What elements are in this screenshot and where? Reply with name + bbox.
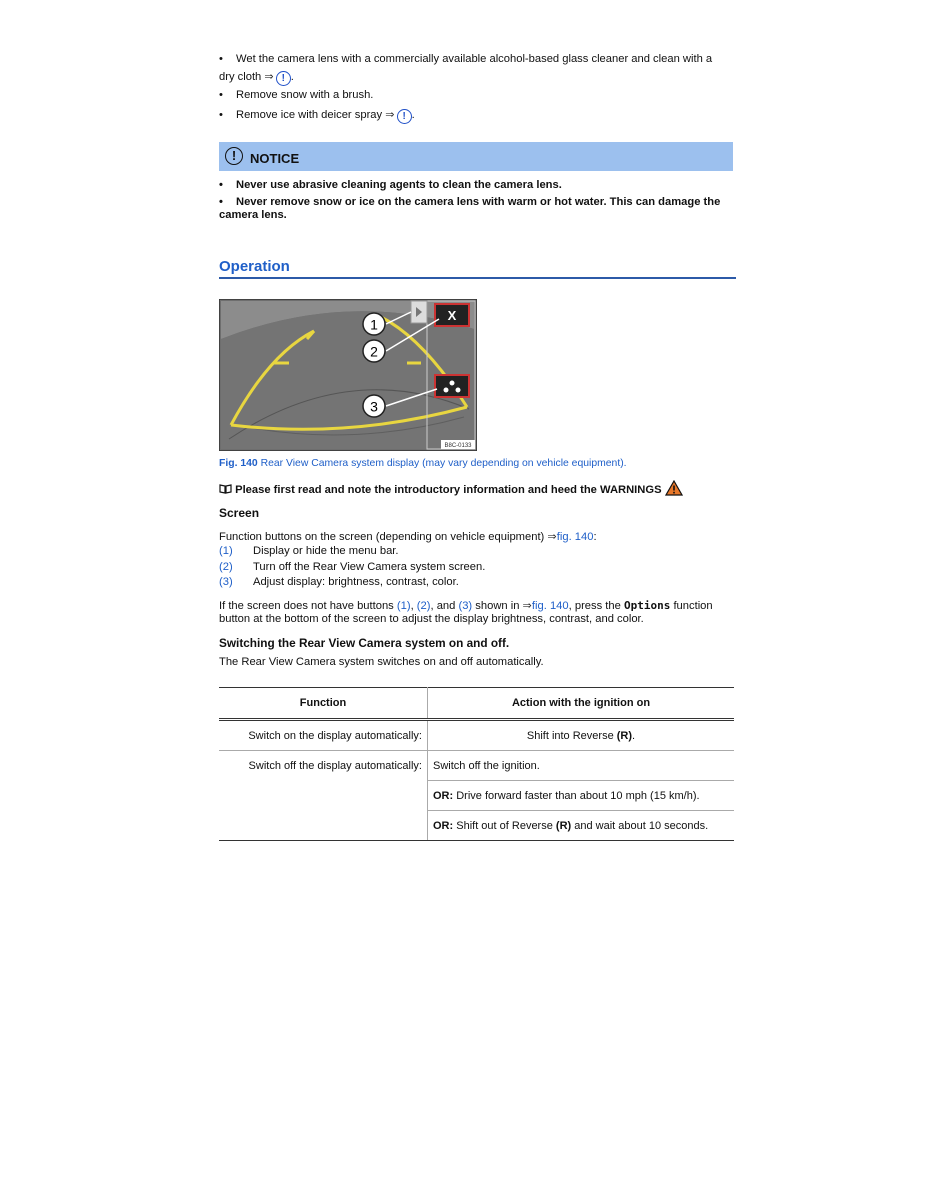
table-row xyxy=(219,811,734,841)
table-row xyxy=(219,751,734,781)
warning-triangle-icon xyxy=(665,480,683,496)
notice-item: • Never use abrasive cleaning agents to clean the camera lens. xyxy=(219,179,562,191)
bullet-snow: • Remove snow with a brush. xyxy=(219,89,374,101)
table-cell: Switch off the ignition. xyxy=(428,751,735,781)
table-row xyxy=(219,781,734,811)
notice-title: NOTICE xyxy=(250,151,300,166)
svg-text:X: X xyxy=(447,308,457,323)
table-header: Action with the ignition on xyxy=(428,688,735,720)
screen-intro: Function buttons on the screen (depending on vehicle equipment) ⇒fig. 140: xyxy=(219,531,597,543)
options-paragraph-cont: button at the bottom of the screen to adjust the display brightness, contrast, and color. xyxy=(219,613,644,625)
list-item: (3) Adjust display: brightness, contrast, color. xyxy=(219,576,459,588)
svg-text:2: 2 xyxy=(370,343,378,360)
table-cell: Switch on the display automatically: xyxy=(219,720,428,751)
bullet-wet-lens-cont: dry cloth ⇒ ! . xyxy=(219,71,294,84)
figure-code: B8C-0133 xyxy=(444,443,472,449)
switching-heading: Switching the Rear View Camera system on and off. xyxy=(219,636,510,650)
notice-icon: ! xyxy=(225,147,243,165)
fig-link[interactable]: fig. 140 xyxy=(556,531,594,543)
svg-text:1: 1 xyxy=(370,316,378,333)
adjust-display-button[interactable] xyxy=(435,375,469,397)
notice-header xyxy=(219,142,733,171)
caution-icon[interactable]: ! xyxy=(276,71,291,86)
list-item: (1) Display or hide the menu bar. xyxy=(219,545,399,557)
notice-item: • Never remove snow or ice on the camera lens with warm or hot water. This can damage the xyxy=(219,196,721,208)
figure-caption: Fig. 140 Rear View Camera system display (may vary depending on vehicle equipment). xyxy=(219,458,627,469)
bullet-ice: • Remove ice with deicer spray ⇒ ! . xyxy=(219,109,415,122)
svg-text:3: 3 xyxy=(370,398,378,415)
table-cell: OR: Shift out of Reverse (R) and wait about 10 seconds. xyxy=(428,811,735,841)
table-cell: Shift into Reverse (R). xyxy=(428,720,735,751)
table-cell: OR: Drive forward faster than about 10 mph (15 km/h). xyxy=(428,781,735,811)
table-cell: Switch off the display automatically: xyxy=(219,751,428,781)
caution-icon[interactable]: ! xyxy=(397,109,412,124)
options-paragraph: If the screen does not have buttons (1), (2), and (3) shown in ⇒fig. 140, press the Options function xyxy=(219,599,713,612)
options-button-label: Options xyxy=(623,599,671,612)
table-header: Function xyxy=(219,688,428,720)
notice-item-cont: camera lens. xyxy=(219,209,287,221)
warning-line: Please first read and note the introductory information and heed the WARNINGS xyxy=(219,480,683,496)
rear-camera-figure xyxy=(219,299,477,451)
screen-heading: Screen xyxy=(219,506,260,520)
fig-link[interactable]: fig. 140 xyxy=(531,600,569,612)
switching-text: The Rear View Camera system switches on and off automatically. xyxy=(219,656,544,668)
section-title: Operation xyxy=(219,258,290,275)
table-row xyxy=(219,720,734,751)
book-icon xyxy=(219,483,232,494)
function-table xyxy=(219,687,734,841)
section-rule xyxy=(219,277,736,279)
list-item: (2) Turn off the Rear View Camera system screen. xyxy=(219,561,486,573)
bullet-wet-lens: • Wet the camera lens with a commercially available alcohol-based glass cleaner and clean with a xyxy=(219,53,713,65)
